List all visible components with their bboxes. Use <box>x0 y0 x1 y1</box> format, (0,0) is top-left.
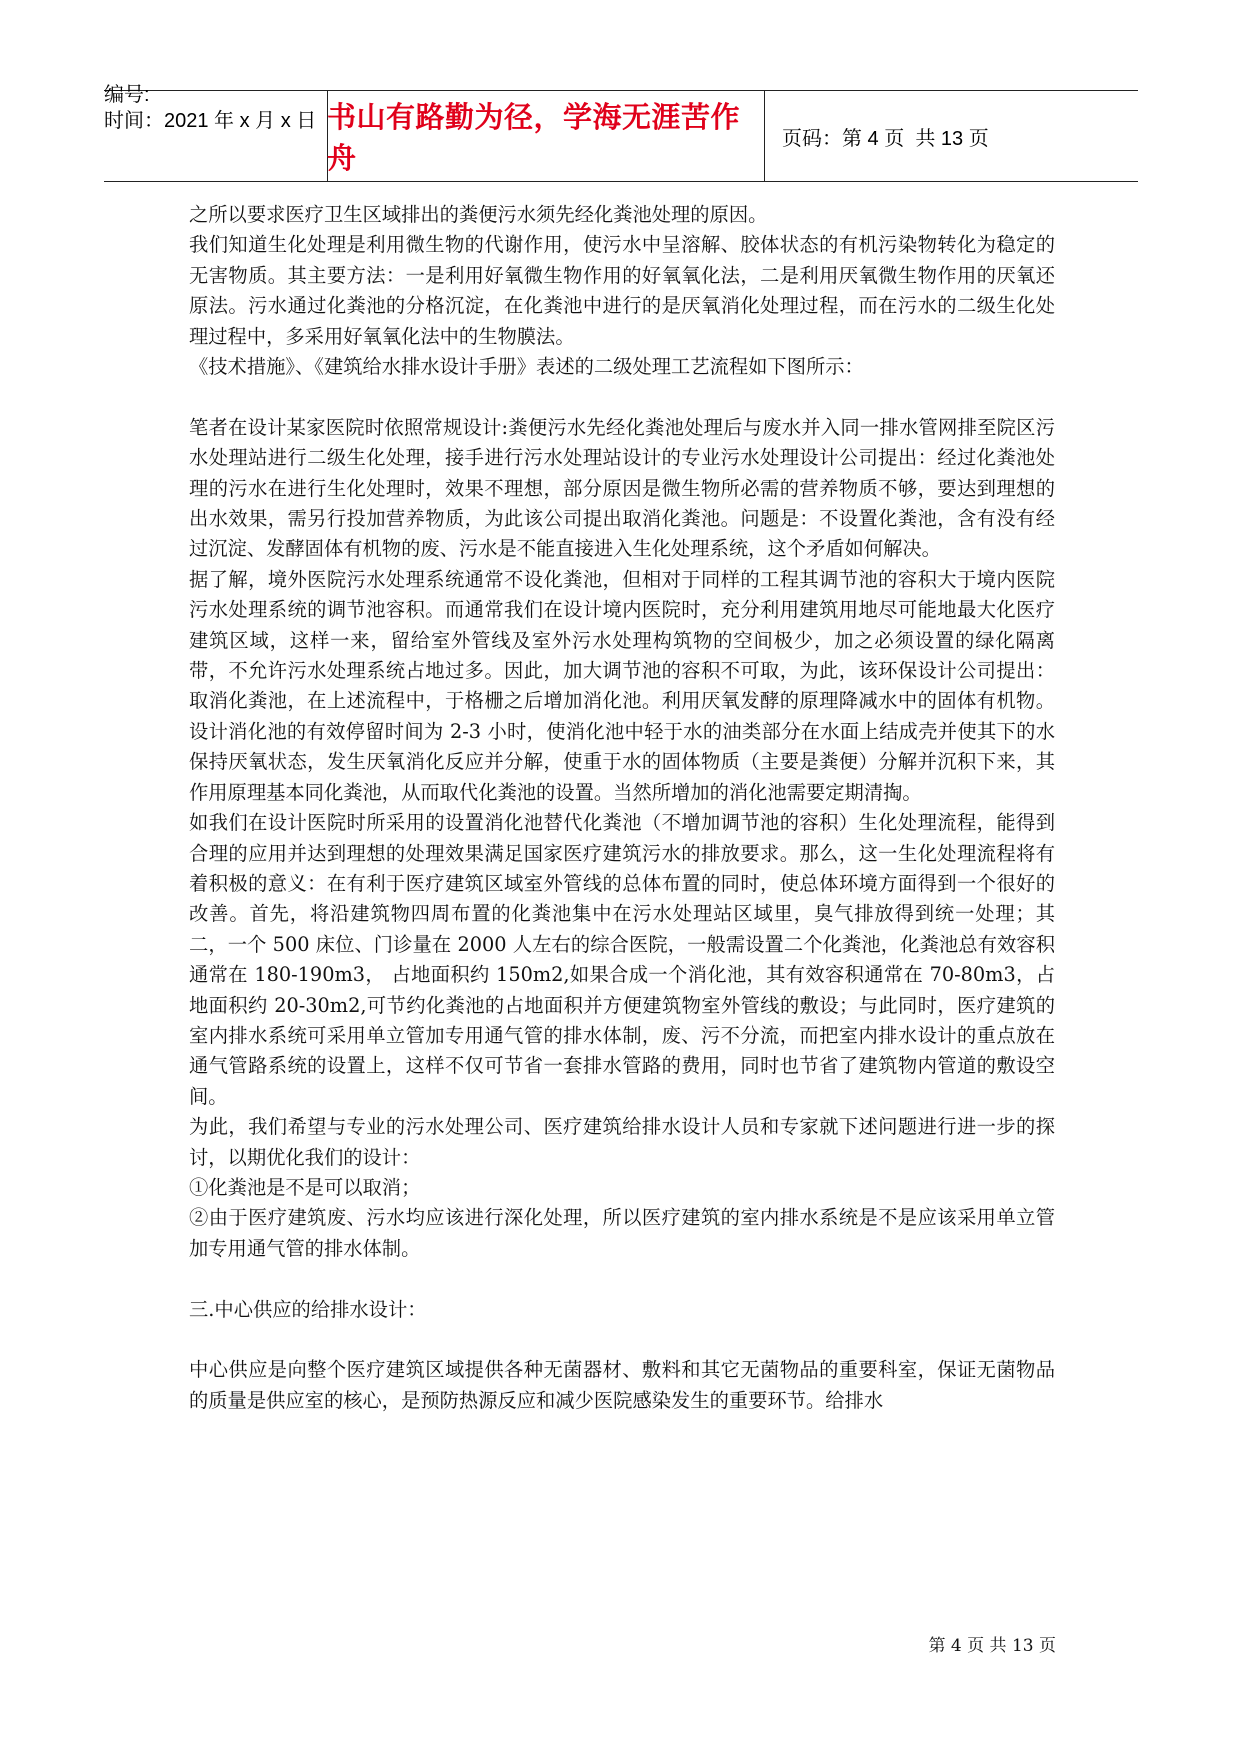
paragraph: 之所以要求医疗卫生区域排出的粪便污水须先经化粪池处理的原因。 <box>189 203 768 226</box>
paragraph: 我们知道生化处理是利用微生物的代谢作用，使污水中呈溶解、胶体状态的有机污染物转化为稳定的无害物质。其主要方法：一是利用好氧微生物作用的好氧氧化法，二是利用厌氧微生物作用的厌氧还原法。污水通过化粪池的分格沉淀，在化粪池中进行的是厌氧消化处理过程，而在污水的二级生化处理过程中，多采用好氧氧化法中的生物膜法。 <box>189 233 1055 348</box>
list-item: ②由于医疗建筑废、污水均应该进行深化处理，所以医疗建筑的室内排水系统是不是应该采用单立管加专用通气管的排水体制。 <box>189 1206 1055 1260</box>
spacer <box>189 1264 1055 1294</box>
spacer <box>189 382 1055 412</box>
list-item: ①化粪池是不是可以取消； <box>189 1175 421 1199</box>
paragraph: 据了解，境外医院污水处理系统通常不设化粪池，但相对于同样的工程其调节池的容积大于境内医院污水处理系统的调节池容积。而通常我们在设计境内医院时，充分利用建筑用地尽可能地最大化医疗建筑区域，这样一来，留给室外管线及室外污水处理构筑物的空间极少，加之必须设置的绿化隔离带，不允许污水处理系统占地过多。因此，加大调节池的容积不可取，为此，该环保设计公司提出：取消化粪池，在上述流程中，于格栅之后增加消化池。利用厌氧发酵的原理降减水中的固体有机物。设计消化池的有效停留时间为 2-3 小时，使消化池中轻于水的油类部分在水面上结成壳并使其下的水保持厌氧状态，发生厌氧消化反应并分解，使重于水的固体物质（主要是粪便）分解并沉积下来，其作用原理基本同化粪池，从而取代化粪池的设置。当然所增加的消化池需要定期清掏。 <box>189 567 1055 804</box>
header-motto: 书山有路勤为径，学海无涯苦作舟 <box>327 100 741 175</box>
page-header <box>104 84 1138 182</box>
paragraph: 笔者在设计某家医院时依照常规设计:粪便污水先经化粪池处理后与废水并入同一排水管网排至院区污水处理站进行二级生化处理，接手进行污水处理站设计的专业污水处理设计公司提出：经过化粪池处理的污水在进行生化处理时，效果不理想，部分原因是微生物所必需的营养物质不够，要达到理想的出水效果，需另行投加营养物质，为此该公司提出取消化粪池。问题是：不设置化粪池，含有没有经过沉淀、发酵固体有机物的废、污水是不能直接进入生化处理系统，这个矛盾如何解决。 <box>189 415 1055 561</box>
paragraph: 为此，我们希望与专业的污水处理公司、医疗建筑给排水设计人员和专家就下述问题进行进一步的探讨，以期优化我们的设计： <box>189 1115 1055 1169</box>
body-text <box>189 200 1055 1416</box>
time-label: 时间：2021 年 x 月 x 日 <box>104 110 317 132</box>
paragraph: 《技术措施》、《建筑给水排水设计手册》表述的二级处理工艺流程如下图所示： <box>189 355 864 379</box>
header-page-number: 页码：第 4 页 共 13 页 <box>782 127 989 150</box>
header-meta <box>104 81 354 135</box>
serial-label: 编号: <box>104 84 150 106</box>
page-footer: 第 4 页 共 13 页 <box>928 1636 1056 1656</box>
paragraph: 如我们在设计医院时所采用的设置消化池替代化粪池（不增加调节池的容积）生化处理流程，能得到合理的应用并达到理想的处理效果满足国家医疗建筑污水的排放要求。那么，这一生化处理流程将有着积极的意义：在有利于医疗建筑区域室外管线的总体布置的同时，使总体环境方面得到一个很好的改善。首先，将沿建筑物四周布置的化粪池集中在污水处理站区域里，臭气排放得到统一处理；其二，一个 500 床位、门诊量在 2000 人左右的综合医院，一般需设置二个化粪池，化粪池总有效容积通常在 180-190m3， 占地面积约 150m2,如果合成一个消化池，其有效容积通常在 70-80m3，占地面积约 20-30m2,可节约化粪池的占地面积并方便建筑物室外管线的敷设；与此同时，医疗建筑的室内排水系统可采用单立管加专用通气管的排水体制，废、污不分流，而把室内排水设计的重点放在通气管路系统的设置上，这样不仅可节省一套排水管路的费用，同时也节省了建筑物内管道的敷设空间。 <box>189 811 1055 1108</box>
section-heading: 三.中心供应的给排水设计： <box>189 1297 427 1321</box>
spacer <box>189 1325 1055 1355</box>
paragraph: 中心供应是向整个医疗建筑区域提供各种无菌器材、敷料和其它无菌物品的重要科室，保证无菌物品的质量是供应室的核心，是预防热源反应和减少医院感染发生的重要环节。给排水 <box>189 1358 1055 1412</box>
